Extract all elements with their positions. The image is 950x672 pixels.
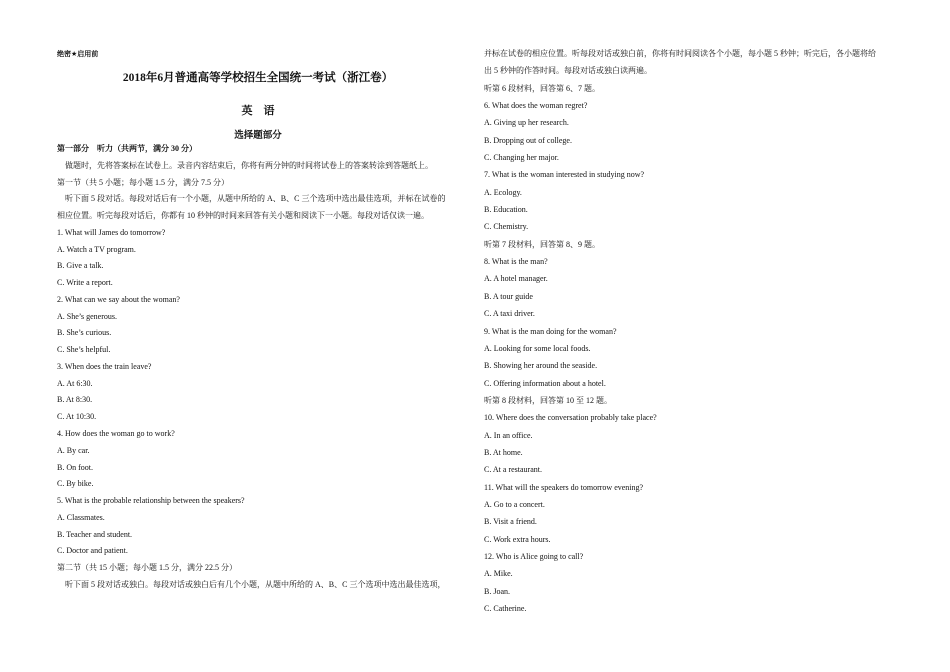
text-line: 听第 8 段材料，回答第 10 至 12 题。 [484, 395, 612, 405]
text-line: A. Go to a concert. [484, 499, 545, 509]
text-line: B. A tour guide [484, 291, 533, 301]
text-line: A. A hotel manager. [484, 274, 548, 284]
text-line: A. She’s generous. [57, 311, 117, 321]
text-line: B. Education. [484, 205, 528, 215]
text-line: A. At 6:30. [57, 378, 93, 388]
text-line: A. In an office. [484, 430, 533, 440]
text-line: 2. What can we say about the woman? [57, 294, 180, 304]
text-line: C. At 10:30. [57, 412, 97, 422]
text-line: 并标在试卷的相应位置。听每段对话或独白前，你将有时间阅读各个小题，每小题 5 秒钟；听完后，各小题将给 [484, 49, 876, 58]
text-line: 11. What will the speakers do tomorrow evening? [484, 482, 644, 492]
text-line: 第一节（共 5 小题；每小题 1.5 分，满分 7.5 分） [57, 177, 229, 187]
text-line: 做题时，先将答案标在试卷上。录音内容结束后，你将有两分钟的时间将试卷上的答案转涂到答题纸上。 [65, 160, 433, 170]
text-line: B. Joan. [484, 586, 510, 596]
text-line: C. Changing her major. [484, 153, 559, 163]
text-line: C. By bike. [57, 479, 94, 489]
text-line: 8. What is the man? [484, 257, 548, 267]
section-title: 选择题部分 [234, 131, 282, 141]
text-line: C. Catherine. [484, 604, 527, 613]
text-line: B. She’s curious. [57, 328, 112, 338]
text-line: 听第 7 段材料，回答第 8、9 题。 [484, 239, 600, 249]
text-line: A. By car. [57, 445, 90, 455]
text-line: 相应位置。听完每段对话后，你都有 10 秒钟的时间来回答有关小题和阅读下一小题。每段对话仅读一遍。 [57, 211, 429, 221]
text-line: A. Giving up her research. [484, 118, 569, 128]
text-line: B. Dropping out of college. [484, 135, 572, 145]
text-line: C. She’s helpful. [57, 345, 111, 355]
text-line: B. Teacher and student. [57, 529, 133, 539]
text-line: C. At a restaurant. [484, 465, 542, 475]
text-line: 听下面 5 段对话。每段对话后有一个小题，从题中所给的 A、B、C 三个选项中选出最佳选项，并标在试卷的 [65, 194, 446, 204]
text-line: A. Classmates. [57, 512, 105, 522]
text-line: A. Watch a TV program. [57, 244, 136, 254]
text-line: 1. What will James do tomorrow? [57, 227, 166, 237]
text-line: B. Give a talk. [57, 261, 104, 271]
text-line: C. A taxi driver. [484, 309, 535, 319]
text-line: A. Mike. [484, 569, 513, 579]
text-line: B. At home. [484, 447, 523, 457]
exam-title: 2018年6月普通高等学校招生全国统一考试（浙江卷） [122, 72, 394, 84]
text-line: C. Write a report. [57, 278, 113, 288]
text-line: C. Doctor and patient. [57, 546, 128, 556]
text-line: B. Visit a friend. [484, 517, 537, 527]
left-column [57, 141, 445, 594]
text-line: 第二节（共 15 小题；每小题 1.5 分，满分 22.5 分） [57, 563, 237, 573]
text-line: C. Work extra hours. [484, 534, 551, 544]
text-line: 听第 6 段材料，回答第 6、7 题。 [484, 83, 600, 93]
text-line: 4. How does the woman go to work? [57, 429, 175, 439]
text-line: 10. Where does the conversation probably take place? [484, 413, 657, 423]
text-line: 7. What is the woman interested in studying now? [484, 170, 645, 180]
text-line: 第一部分 听力（共两节，满分 30 分） [57, 144, 197, 153]
text-line: C. Chemistry. [484, 222, 529, 232]
text-line: B. Showing her around the seaside. [484, 361, 598, 371]
text-line: 9. What is the man doing for the woman? [484, 326, 617, 336]
text-line: B. On foot. [57, 462, 93, 472]
subject-title: 英 语 [241, 105, 275, 117]
text-line: A. Looking for some local foods. [484, 343, 591, 353]
text-line: 5. What is the probable relationship between the speakers? [57, 496, 245, 506]
text-line: A. Ecology. [484, 187, 522, 197]
text-line: 12. Who is Alice going to call? [484, 551, 584, 561]
text-line: 听下面 5 段对话或独白。每段对话或独白后有几个小题，从题中所给的 A、B、C 三个选项中选出最佳选项， [65, 579, 446, 589]
text-line: B. At 8:30. [57, 395, 93, 405]
right-column [484, 45, 876, 617]
secret-label: 绝密★启用前 [57, 50, 99, 58]
text-line: 出 5 秒钟的作答时间。每段对话或独白读两遍。 [484, 66, 652, 76]
text-line: 6. What does the woman regret? [484, 101, 588, 111]
text-line: C. Offering information about a hotel. [484, 378, 606, 388]
text-line: 3. When does the train leave? [57, 361, 152, 371]
